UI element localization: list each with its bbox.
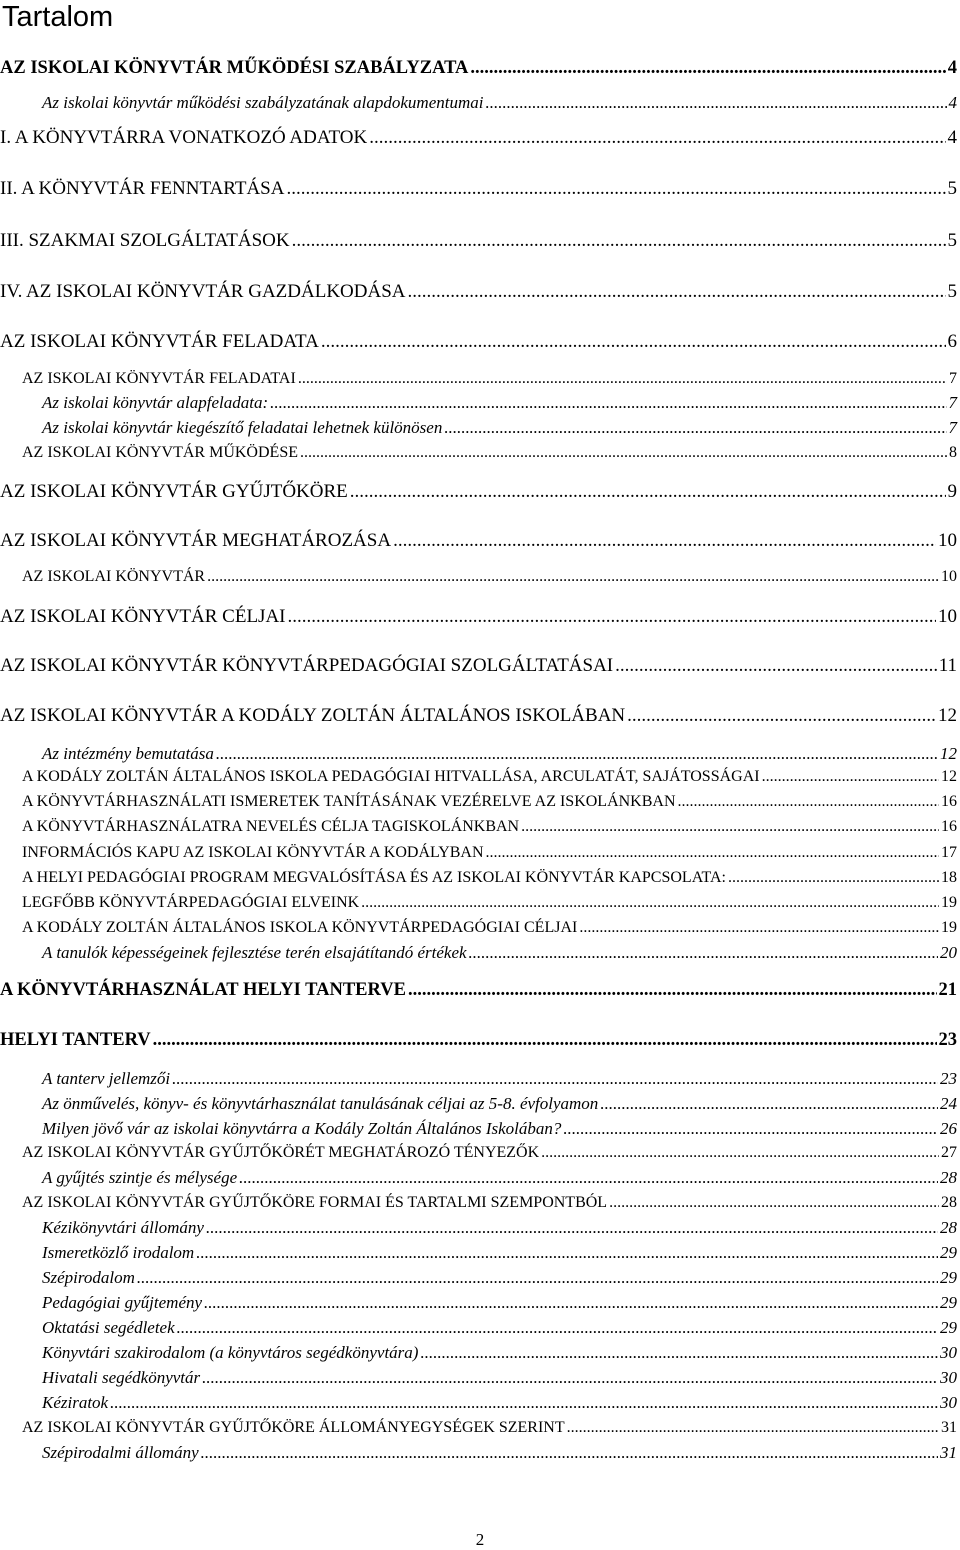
toc-entry-page: 12 <box>938 705 957 726</box>
toc-entry-page: 29 <box>940 1318 957 1337</box>
leader-dots <box>288 606 936 628</box>
toc-entry-title: Az iskolai könyvtár működési szabályzatának alapdokumentumai <box>42 93 484 112</box>
leader-dots <box>361 894 939 912</box>
toc-entry[interactable] <box>0 230 957 252</box>
toc-entry-title: A tanulók képességeinek fejlesztése terén elsajátítandó értékek <box>42 943 467 962</box>
toc-entry-page: 18 <box>941 869 957 886</box>
toc-entry[interactable] <box>0 58 957 79</box>
toc-entry-title: INFORMÁCIÓS KAPU AZ ISKOLAI KÖNYVTÁR A KODÁLYBAN <box>22 844 484 861</box>
toc-entry-page: 10 <box>941 568 957 585</box>
toc-entry[interactable] <box>0 744 957 764</box>
toc-entry-page: 4 <box>947 58 957 78</box>
leader-dots <box>202 1368 938 1388</box>
leader-dots <box>567 1419 939 1437</box>
leader-dots <box>298 370 947 388</box>
leader-dots <box>350 481 946 503</box>
toc-entry-title: Az iskolai könyvtár kiegészítő feladatai lehetnek különösen <box>42 418 443 437</box>
leader-dots <box>485 93 946 113</box>
toc-entry-page: 4 <box>947 127 957 148</box>
toc-entry[interactable] <box>0 1393 957 1413</box>
toc-entry[interactable] <box>0 818 957 836</box>
toc-entry[interactable] <box>0 655 957 677</box>
toc-entry[interactable] <box>0 1030 957 1051</box>
toc-entry[interactable] <box>0 418 957 438</box>
toc-entry-title: Az önművelés, könyv- és könyvtárhasználat tanulásának céljai az 5-8. évfolyamon <box>42 1094 599 1113</box>
toc-entry-page: 9 <box>947 481 957 502</box>
toc-entry-title: HELYI TANTERV <box>0 1030 151 1050</box>
toc-entry-title: AZ ISKOLAI KÖNYVTÁR A KODÁLY ZOLTÁN ÁLTALÁNOS ISKOLÁBAN <box>0 705 626 726</box>
toc-entry-page: 30 <box>940 1343 957 1362</box>
leader-dots <box>521 818 939 836</box>
toc-entry-page: 28 <box>940 1218 957 1237</box>
toc-entry[interactable] <box>0 1194 957 1212</box>
toc-entry-page: 5 <box>947 178 957 199</box>
toc-entry-title: AZ ISKOLAI KÖNYVTÁR FELADATAI <box>22 370 296 387</box>
toc-entry-page: 16 <box>941 793 957 810</box>
toc-entry-page: 8 <box>949 444 957 461</box>
leader-dots <box>408 281 946 303</box>
toc-entry-title: Hivatali segédkönyvtár <box>42 1368 201 1387</box>
leader-dots <box>201 1443 938 1463</box>
toc-entry-title: A KODÁLY ZOLTÁN ÁLTALÁNOS ISKOLA KÖNYVTÁRPEDAGÓGIAI CÉLJAI <box>22 919 578 936</box>
leader-dots <box>196 1243 938 1263</box>
leader-dots <box>207 568 939 586</box>
toc-entry[interactable] <box>0 1094 957 1114</box>
leader-dots <box>579 919 939 937</box>
toc-entry-page: 4 <box>948 93 957 112</box>
toc-entry-page: 23 <box>940 1069 957 1088</box>
leader-dots <box>270 393 946 413</box>
toc-entry-page: 23 <box>938 1030 957 1050</box>
toc-entry-title: Az intézmény bemutatása <box>42 744 214 763</box>
toc-entry[interactable] <box>0 1144 957 1162</box>
toc-entry[interactable] <box>0 894 957 912</box>
leader-dots <box>728 869 939 887</box>
toc-entry-page: 17 <box>941 844 957 861</box>
toc-entry-page: 19 <box>941 919 957 936</box>
toc-entry[interactable] <box>0 1168 957 1188</box>
toc-entry[interactable] <box>0 1119 957 1139</box>
toc-entry[interactable] <box>0 919 957 937</box>
toc-entry-page: 27 <box>941 1144 957 1161</box>
toc-entry[interactable] <box>0 844 957 862</box>
toc-entry-title: AZ ISKOLAI KÖNYVTÁR GYŰJTŐKÖRE FORMAI ÉS TARTALMI SZEMPONTBÓL <box>22 1194 608 1211</box>
toc-entry-title: AZ ISKOLAI KÖNYVTÁR KÖNYVTÁRPEDAGÓGIAI SZOLGÁLTATÁSAI <box>0 655 614 676</box>
toc-entry-title: A KÖNYVTÁRHASZNÁLATRA NEVELÉS CÉLJA TAGISKOLÁNKBAN <box>22 818 520 835</box>
toc-entry[interactable] <box>0 393 957 413</box>
toc-entry-title: AZ ISKOLAI KÖNYVTÁR MŰKÖDÉSE <box>22 444 298 461</box>
toc-entry[interactable] <box>0 1419 957 1437</box>
toc-entry-title: IV. AZ ISKOLAI KÖNYVTÁR GAZDÁLKODÁSA <box>0 281 406 302</box>
toc-entry-title: AZ ISKOLAI KÖNYVTÁR <box>22 568 206 585</box>
toc-entry[interactable] <box>0 1318 957 1338</box>
toc-entry-title: A KODÁLY ZOLTÁN ÁLTALÁNOS ISKOLA PEDAGÓGIAI HITVALLÁSA, ARCULATÁT, SAJÁTOSSÁGAI <box>22 768 760 785</box>
toc-entry[interactable] <box>0 793 957 811</box>
page-title: Tartalom <box>2 1 114 33</box>
toc-entry[interactable] <box>0 331 957 353</box>
toc-entry-title: Könyvtári szakirodalom (a könyvtáros segédkönyvtára) <box>42 1343 419 1362</box>
toc-entry[interactable] <box>0 127 957 149</box>
leader-dots <box>300 444 947 462</box>
toc-entry[interactable] <box>0 93 957 113</box>
toc-entry-title: LEGFŐBB KÖNYVTÁRPEDAGÓGIAI ELVEINK <box>22 894 360 911</box>
toc-entry-title: Oktatási segédletek <box>42 1318 175 1337</box>
toc-entry-title: I. A KÖNYVTÁRRA VONATKOZÓ ADATOK <box>0 127 368 148</box>
toc-entry-page: 6 <box>947 331 957 352</box>
leader-dots <box>486 844 939 862</box>
toc-entry[interactable] <box>0 1368 957 1388</box>
leader-dots <box>615 655 937 677</box>
toc-entry-page: 7 <box>948 393 957 412</box>
toc-entry-page: 29 <box>940 1293 957 1312</box>
toc-entry[interactable] <box>0 1069 957 1089</box>
toc-entry-page: 16 <box>941 818 957 835</box>
toc-entry-title: A tanterv jellemzői <box>42 1069 171 1088</box>
toc-entry-title: Pedagógiai gyűjtemény <box>42 1293 203 1312</box>
toc-entry[interactable] <box>0 768 957 786</box>
toc-entry[interactable] <box>0 1218 957 1238</box>
toc-entry-title: AZ ISKOLAI KÖNYVTÁR CÉLJAI <box>0 606 286 627</box>
toc-entry-title: A KÖNYVTÁRHASZNÁLAT HELYI TANTERVE <box>0 980 406 1000</box>
leader-dots <box>292 230 946 252</box>
toc-entry-page: 30 <box>940 1393 957 1412</box>
toc-entry-title: Az iskolai könyvtár alapfeladata: <box>42 393 269 412</box>
toc-entry-page: 12 <box>940 744 957 763</box>
toc-entry-title: Ismeretközlő irodalom <box>42 1243 195 1262</box>
toc-entry-page: 5 <box>947 230 957 251</box>
toc-entry-page: 31 <box>941 1419 957 1436</box>
toc-entry-title: Kéziratok <box>42 1393 109 1412</box>
toc-entry-title: Szépirodalmi állomány <box>42 1443 199 1462</box>
toc-entry[interactable] <box>0 705 957 727</box>
leader-dots <box>204 1293 938 1313</box>
toc-entry-page: 10 <box>938 606 957 627</box>
toc-entry-page: 5 <box>947 281 957 302</box>
toc-entry-page: 12 <box>941 768 957 785</box>
toc-entry-title: AZ ISKOLAI KÖNYVTÁR GYŰJTŐKÖRE <box>0 481 348 502</box>
toc-entry-title: Kézikönyvtári állomány <box>42 1218 204 1237</box>
toc-entry[interactable] <box>0 568 957 586</box>
toc-entry-page: 29 <box>940 1243 957 1262</box>
leader-dots <box>600 1094 938 1114</box>
leader-dots <box>206 1218 938 1238</box>
toc-entry-page: 19 <box>941 894 957 911</box>
toc-entry[interactable] <box>0 281 957 303</box>
leader-dots <box>177 1318 938 1338</box>
leader-dots <box>286 178 945 200</box>
toc-entry[interactable] <box>0 1443 957 1463</box>
leader-dots <box>110 1393 938 1413</box>
toc-entry-title: A gyűjtés szintje és mélysége <box>42 1168 238 1187</box>
toc-entry-page: 30 <box>940 1368 957 1387</box>
toc-entry-page: 20 <box>940 943 957 962</box>
toc-entry[interactable] <box>0 1293 957 1313</box>
toc-entry[interactable] <box>0 370 957 388</box>
leader-dots <box>470 58 945 79</box>
leader-dots <box>420 1343 938 1363</box>
toc-entry[interactable] <box>0 178 957 200</box>
toc-entry[interactable] <box>0 980 957 1001</box>
leader-dots <box>153 1030 937 1051</box>
toc-entry[interactable] <box>0 943 957 963</box>
toc-entry-title: AZ ISKOLAI KÖNYVTÁR GYŰJTŐKÖRE ÁLLOMÁNYEGYSÉGEK SZERINT <box>22 1419 565 1436</box>
toc-entry[interactable] <box>0 444 957 462</box>
leader-dots <box>627 705 936 727</box>
toc-entry-title: III. SZAKMAI SZOLGÁLTATÁSOK <box>0 230 290 251</box>
toc-entry-title: A KÖNYVTÁRHASZNÁLATI ISMERETEK TANÍTÁSÁNAK VEZÉRELVE AZ ISKOLÁNKBAN <box>22 793 676 810</box>
toc-entry-page: 7 <box>948 418 957 437</box>
leader-dots <box>408 980 937 1001</box>
toc-entry[interactable] <box>0 1343 957 1363</box>
toc-entry-page: 24 <box>940 1094 957 1113</box>
toc-entry-title: AZ ISKOLAI KÖNYVTÁR FELADATA <box>0 331 319 352</box>
toc-entry-page: 28 <box>941 1194 957 1211</box>
leader-dots <box>444 418 946 438</box>
toc-entry-title: AZ ISKOLAI KÖNYVTÁR MŰKÖDÉSI SZABÁLYZATA <box>0 58 469 78</box>
toc-entry[interactable] <box>0 606 957 628</box>
leader-dots <box>239 1168 938 1188</box>
leader-dots <box>762 768 939 786</box>
toc-entry-page: 26 <box>940 1119 957 1138</box>
leader-dots <box>369 127 945 149</box>
leader-dots <box>172 1069 938 1089</box>
toc-entry[interactable] <box>0 1268 957 1288</box>
leader-dots <box>563 1119 938 1139</box>
toc-entry-title: AZ ISKOLAI KÖNYVTÁR GYŰJTŐKÖRÉT MEGHATÁROZÓ TÉNYEZŐK <box>22 1144 540 1161</box>
toc-entry-title: II. A KÖNYVTÁR FENNTARTÁSA <box>0 178 285 199</box>
toc-entry-page: 31 <box>940 1443 957 1462</box>
toc-entry[interactable] <box>0 869 957 887</box>
toc-entry-page: 10 <box>938 530 957 551</box>
toc-entry-page: 7 <box>949 370 957 387</box>
toc-entry[interactable] <box>0 1243 957 1263</box>
leader-dots <box>678 793 939 811</box>
toc-entry[interactable] <box>0 481 957 503</box>
toc-entry-title: Szépirodalom <box>42 1268 135 1287</box>
toc-entry-page: 21 <box>938 980 957 1000</box>
page-number: 2 <box>475 1530 485 1549</box>
toc-entry-page: 29 <box>940 1268 957 1287</box>
leader-dots <box>469 943 938 963</box>
toc-entry-page: 11 <box>938 655 957 676</box>
toc-entry-title: Milyen jövő vár az iskolai könyvtárra a Kodály Zoltán Általános Iskolában? <box>42 1119 562 1138</box>
leader-dots <box>541 1144 939 1162</box>
toc-entry-title: A HELYI PEDAGÓGIAI PROGRAM MEGVALÓSÍTÁSA ÉS AZ ISKOLAI KÖNYVTÁR KAPCSOLATA: <box>22 869 726 886</box>
toc-entry-page: 28 <box>940 1168 957 1187</box>
leader-dots <box>393 530 936 552</box>
toc-entry-title: AZ ISKOLAI KÖNYVTÁR MEGHATÁROZÁSA <box>0 530 392 551</box>
leader-dots <box>321 331 946 353</box>
leader-dots <box>137 1268 938 1288</box>
leader-dots <box>609 1194 939 1212</box>
toc-entry[interactable] <box>0 530 957 552</box>
leader-dots <box>216 744 938 764</box>
